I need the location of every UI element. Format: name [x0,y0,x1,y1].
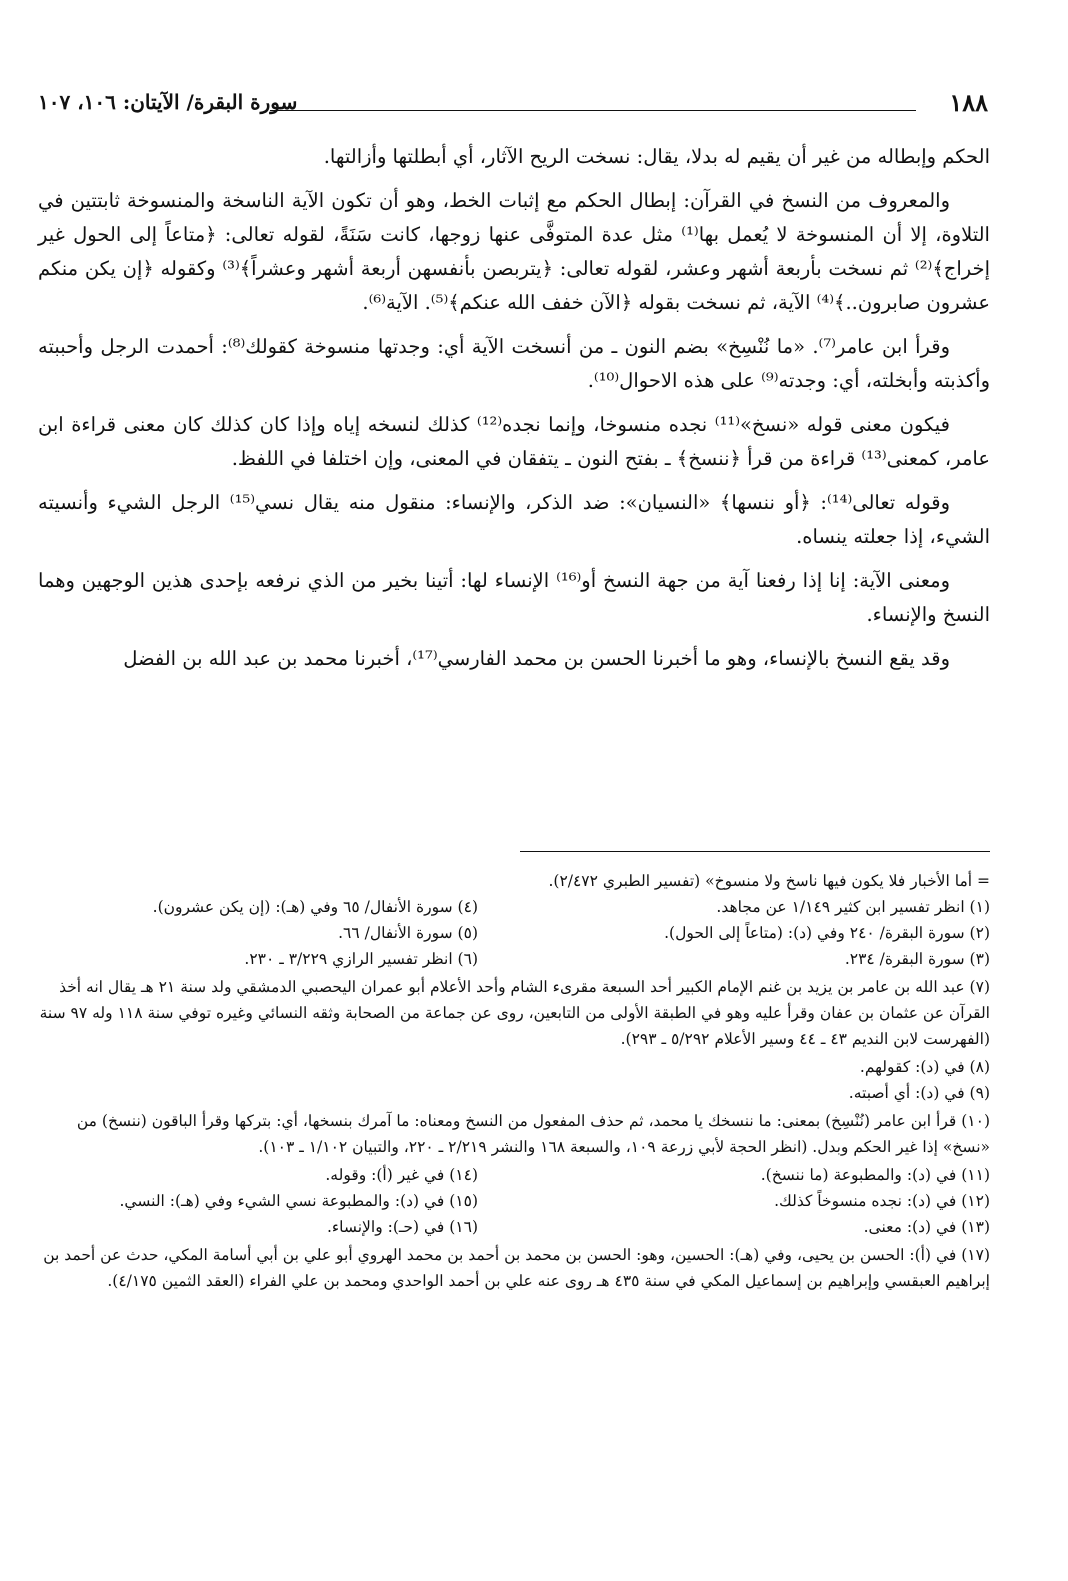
footnote-row [38,1162,990,1240]
footnote-column-right [478,868,990,972]
footnote: (١) انظر تفسير ابن كثير ١/١٤٩ عن مجاهد. [716,898,990,916]
footnote-row [38,868,990,972]
footnote: (٨) في (د): كقولهم. [859,1058,990,1076]
footnote: (٥) سورة الأنفال/ ٦٦. [338,924,478,942]
running-title: سورة البقرة/ الآيتان: ١٠٦، ١٠٧ [38,90,298,114]
footnote: (١٢) في (د): نجده منسوخاً كذلك. [774,1192,990,1210]
footnote-column-right [478,1162,990,1240]
footnote: (١٧) في (أ): الحسن بن يحيى، وفي (هـ): الحسين، وهو: الحسن بن محمد بن أحمد بن محمد الهروي أبو علي بن أبي أسامة المكي، حدث عن أحمد بن إبراهيم العبقسي وإبراهيم بن إسماعيل المكي في سنة ٤٣٥ هـ روى عنه علي بن أحمد الواحدي ومحمد بن علي الفراء (العقد الثمين ٤/١٧٥). [43,1246,990,1290]
footnote: (٧) عبد الله بن عامر بن يزيد بن غنم الإمام الكبير أحد السبعة مقرىء الشام وأحد الأعلام أبو عمران اليحصبي الدمشقي ولد سنة ٢١ هـ يقال انه أخذ القرآن عن عثمان بن عفان وقرأ عليه وهو في الطبقة الأولى من التابعين، روى عن جماعة من الصحابة وثقه النسائي وغيره توفي سنة ١١٨ وله ٩٧ سنة (الفهرست لابن النديم ٤٣ ـ ٤٤ وسير الأعلام ٥/٢٩٢ ـ ٢٩٣). [39,978,990,1048]
footnote: (٣) سورة البقرة/ ٢٣٤. [844,950,990,968]
footnote: (٤) سورة الأنفال/ ٦٥ وفي (هـ): (إن يكن عشرون). [152,898,478,916]
footnote: (١٤) في غير (أ): وقوله. [325,1166,478,1184]
footnote: (١٦) في (حـ): والإنساء. [326,1218,478,1236]
main-text [38,140,990,686]
footnote: (١٥) في (د): والمطبوعة نسي الشيء وفي (هـ): النسي. [119,1192,478,1210]
footnotes [38,868,990,1296]
footnote-column-left [38,868,478,972]
header-rule [270,110,916,111]
paragraph: ومعنى الآية: إنا إذا رفعنا آية من جهة النسخ أو⁽¹⁶⁾ الإنساء لها: أتينا بخير من الذي نرفعه بإحدى هذين الوجهين وهما النسخ والإنساء. [38,569,990,626]
page-number: ١٨٨ [949,88,988,117]
footnote-continuation: = أما الأخبار فلا يكون فيها ناسخ ولا منسوخ» (تفسير الطبري ٢/٤٧٢). [548,872,990,890]
footnote: (١١) في (د): والمطبوعة (ما ننسخ). [760,1166,990,1184]
footnote-column-left [38,1162,478,1240]
footnote: (١٠) قرأ ابن عامر (نُنْسِخ) بمعنى: ما ننسخك يا محمد، ثم حذف المفعول من النسخ ومعناه: ما آمرك بنسخها، أي: بتركها وقرأ الباقون (ننسخ) من «نسخ» إذا غير الحكم وبدل. (انظر الحجة لأبي زرعة ١٠٩، والسبعة ١٦٨ والنشر ٢/٢١٩ ـ ٢٢٠، والتبيان ١/١٠٢ ـ ١٠٣). [76,1112,990,1156]
footnote-separator [520,851,990,852]
paragraph: وقوله تعالى⁽¹⁴⁾: ﴿أو ننسها﴾ «النسيان»: ضد الذكر، والإنساء: منقول منه يقال نسي⁽¹⁵⁾ الرجل الشيء وأنسيته الشيء، إذا جعلته ينساه. [38,491,990,548]
footnote: (٢) سورة البقرة/ ٢٤٠ وفي (د): (متاعاً إلى الحول). [664,924,990,942]
footnote: (١٣) في (د): معنى. [863,1218,990,1236]
paragraph: وقد يقع النسخ بالإنساء، وهو ما أخبرنا الحسن بن محمد الفارسي⁽¹⁷⁾، أخبرنا محمد بن عبد الله بن الفضل [123,647,950,670]
footnote: (٦) انظر تفسير الرازي ٣/٢٢٩ ـ ٢٣٠. [244,950,478,968]
paragraph: وقرأ ابن عامر⁽⁷⁾. «ما نُنْسِخ» بضم النون ـ من أنسخت الآية أي: وجدتها منسوخة كقولك⁽⁸⁾: أحمدت الرجل وأحببته وأكذبته وأبخلته، أي: وجدته⁽⁹⁾ على هذه الاحوال⁽¹⁰⁾. [38,335,990,392]
page-header [38,88,988,124]
footnote: (٩) في (د): أي أصبته. [848,1084,990,1102]
paragraph: الحكم وإبطاله من غير أن يقيم له بدلا، يقال: نسخت الريح الآثار، أي أبطلتها وأزالتها. [323,145,990,168]
paragraph: والمعروف من النسخ في القرآن: إبطال الحكم مع إثبات الخط، وهو أن تكون الآية الناسخة والمنسوخة ثابتتين في التلاوة، إلا أن المنسوخة لا يُعمل بها⁽¹⁾ مثل عدة المتوفَّى عنها زوجها، كانت سَنَةً، لقوله تعالى: ﴿متاعاً إلى الحول غير إخراج﴾⁽²⁾ ثم نسخت بأربعة أشهر وعشر، لقوله تعالى: ﴿يتربصن بأنفسهن أربعة أشهر وعشراً﴾⁽³⁾ وكقوله ﴿إن يكن منكم عشرون صابرون..﴾⁽⁴⁾ الآية، ثم نسخت بقوله ﴿الآن خفف الله عنكم﴾⁽⁵⁾. الآية⁽⁶⁾. [38,189,990,314]
paragraph: فيكون معنى قوله «نسخ»⁽¹¹⁾ نجده منسوخا، وإنما نجده⁽¹²⁾ كذلك لنسخه إياه وإذا كان كذلك كان معنى قراءة ابن عامر، كمعنى⁽¹³⁾ قراءة من قرأ ﴿ننسخ﴾ ـ بفتح النون ـ يتفقان في المعنى، وإن اختلفا في اللفظ. [38,413,990,470]
